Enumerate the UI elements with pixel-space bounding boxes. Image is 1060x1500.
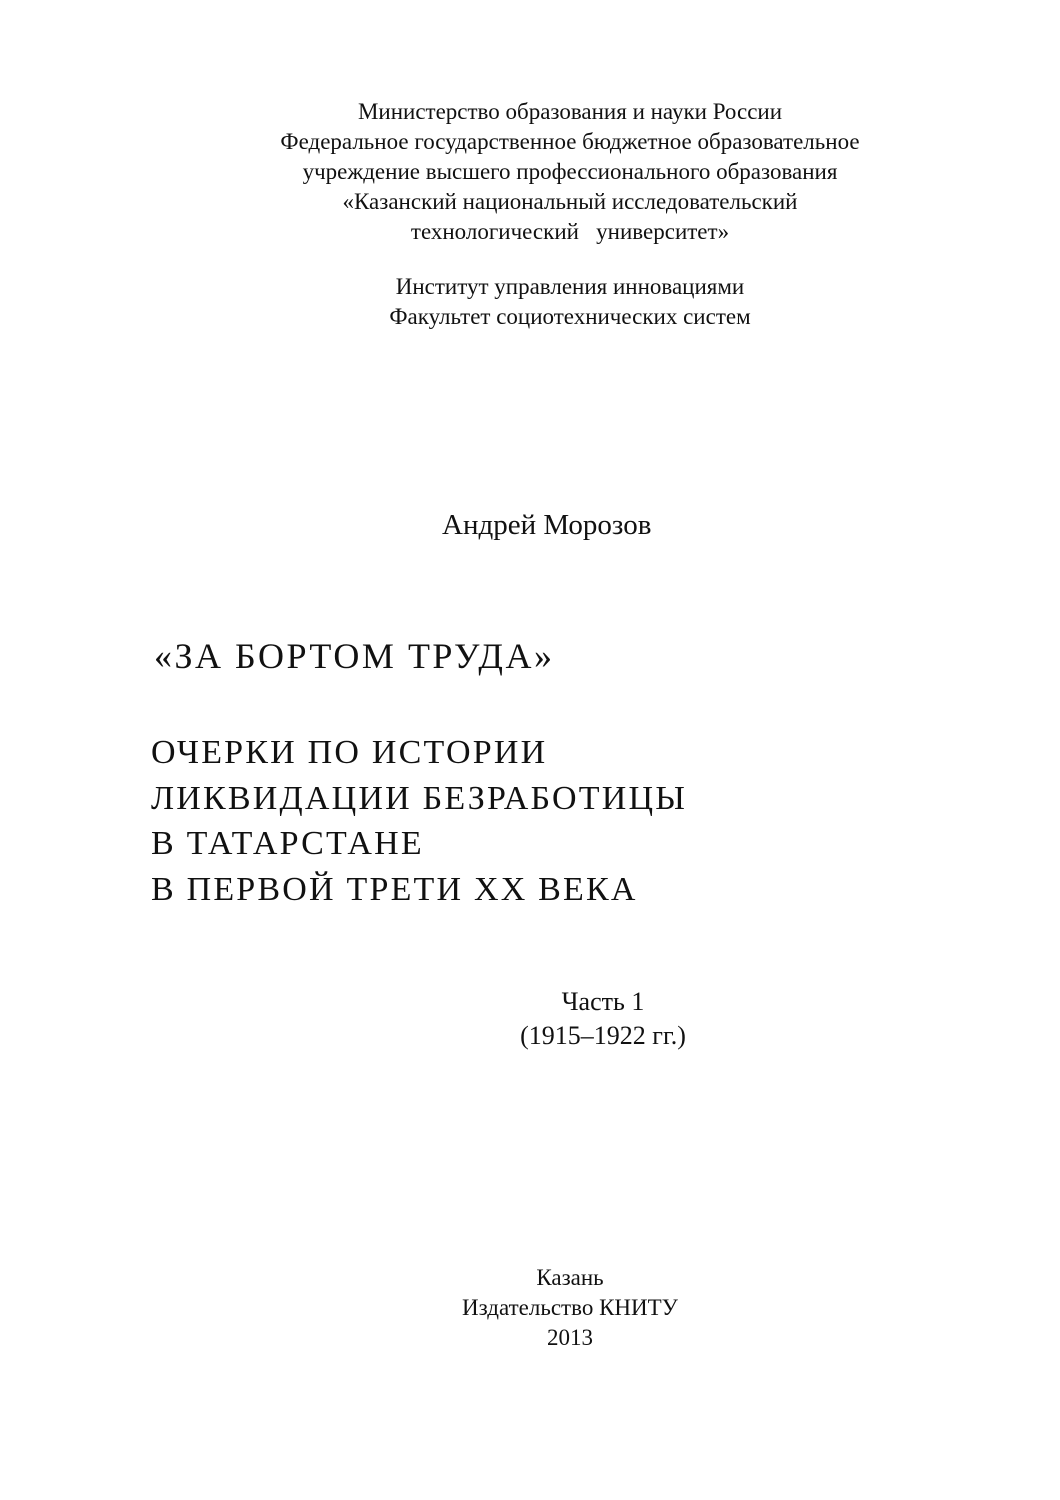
institution-type-line: Федеральное государственное бюджетное образовательное xyxy=(280,129,860,154)
book-title: «ЗА БОРТОМ ТРУДА» xyxy=(154,636,555,676)
subtitle-line-4: В ПЕРВОЙ ТРЕТИ XX ВЕКА xyxy=(151,870,638,908)
institution-level-line: учреждение высшего профессионального образования xyxy=(302,159,838,184)
faculty-name: Факультет социотехнических систем xyxy=(389,304,751,329)
imprint-city: Казань xyxy=(536,1265,604,1290)
part-years: (1915–1922 гг.) xyxy=(520,1021,686,1050)
university-name-line-2: технологический университет» xyxy=(410,219,730,244)
imprint-block xyxy=(420,1263,720,1353)
institute-name: Институт управления инновациями xyxy=(395,274,745,299)
imprint-year: 2013 xyxy=(547,1325,593,1350)
institution-header xyxy=(200,97,940,247)
subtitle-line-3: В ТАТАРСТАНЕ xyxy=(151,825,424,862)
institute-block xyxy=(200,272,940,332)
book-subtitle xyxy=(151,730,687,912)
ministry-line: Министерство образования и науки России xyxy=(357,99,783,124)
part-info xyxy=(478,985,728,1053)
subtitle-line-2: ЛИКВИДАЦИИ БЕЗРАБОТИЦЫ xyxy=(151,779,688,817)
imprint-publisher: Издательство КНИТУ xyxy=(462,1295,678,1320)
author-name: Андрей Морозов xyxy=(442,509,652,541)
part-label: Часть 1 xyxy=(561,987,645,1016)
subtitle-line-1: ОЧЕРКИ ПО ИСТОРИИ xyxy=(151,734,548,771)
university-name-line-1: «Казанский национальный исследовательский xyxy=(342,189,798,214)
